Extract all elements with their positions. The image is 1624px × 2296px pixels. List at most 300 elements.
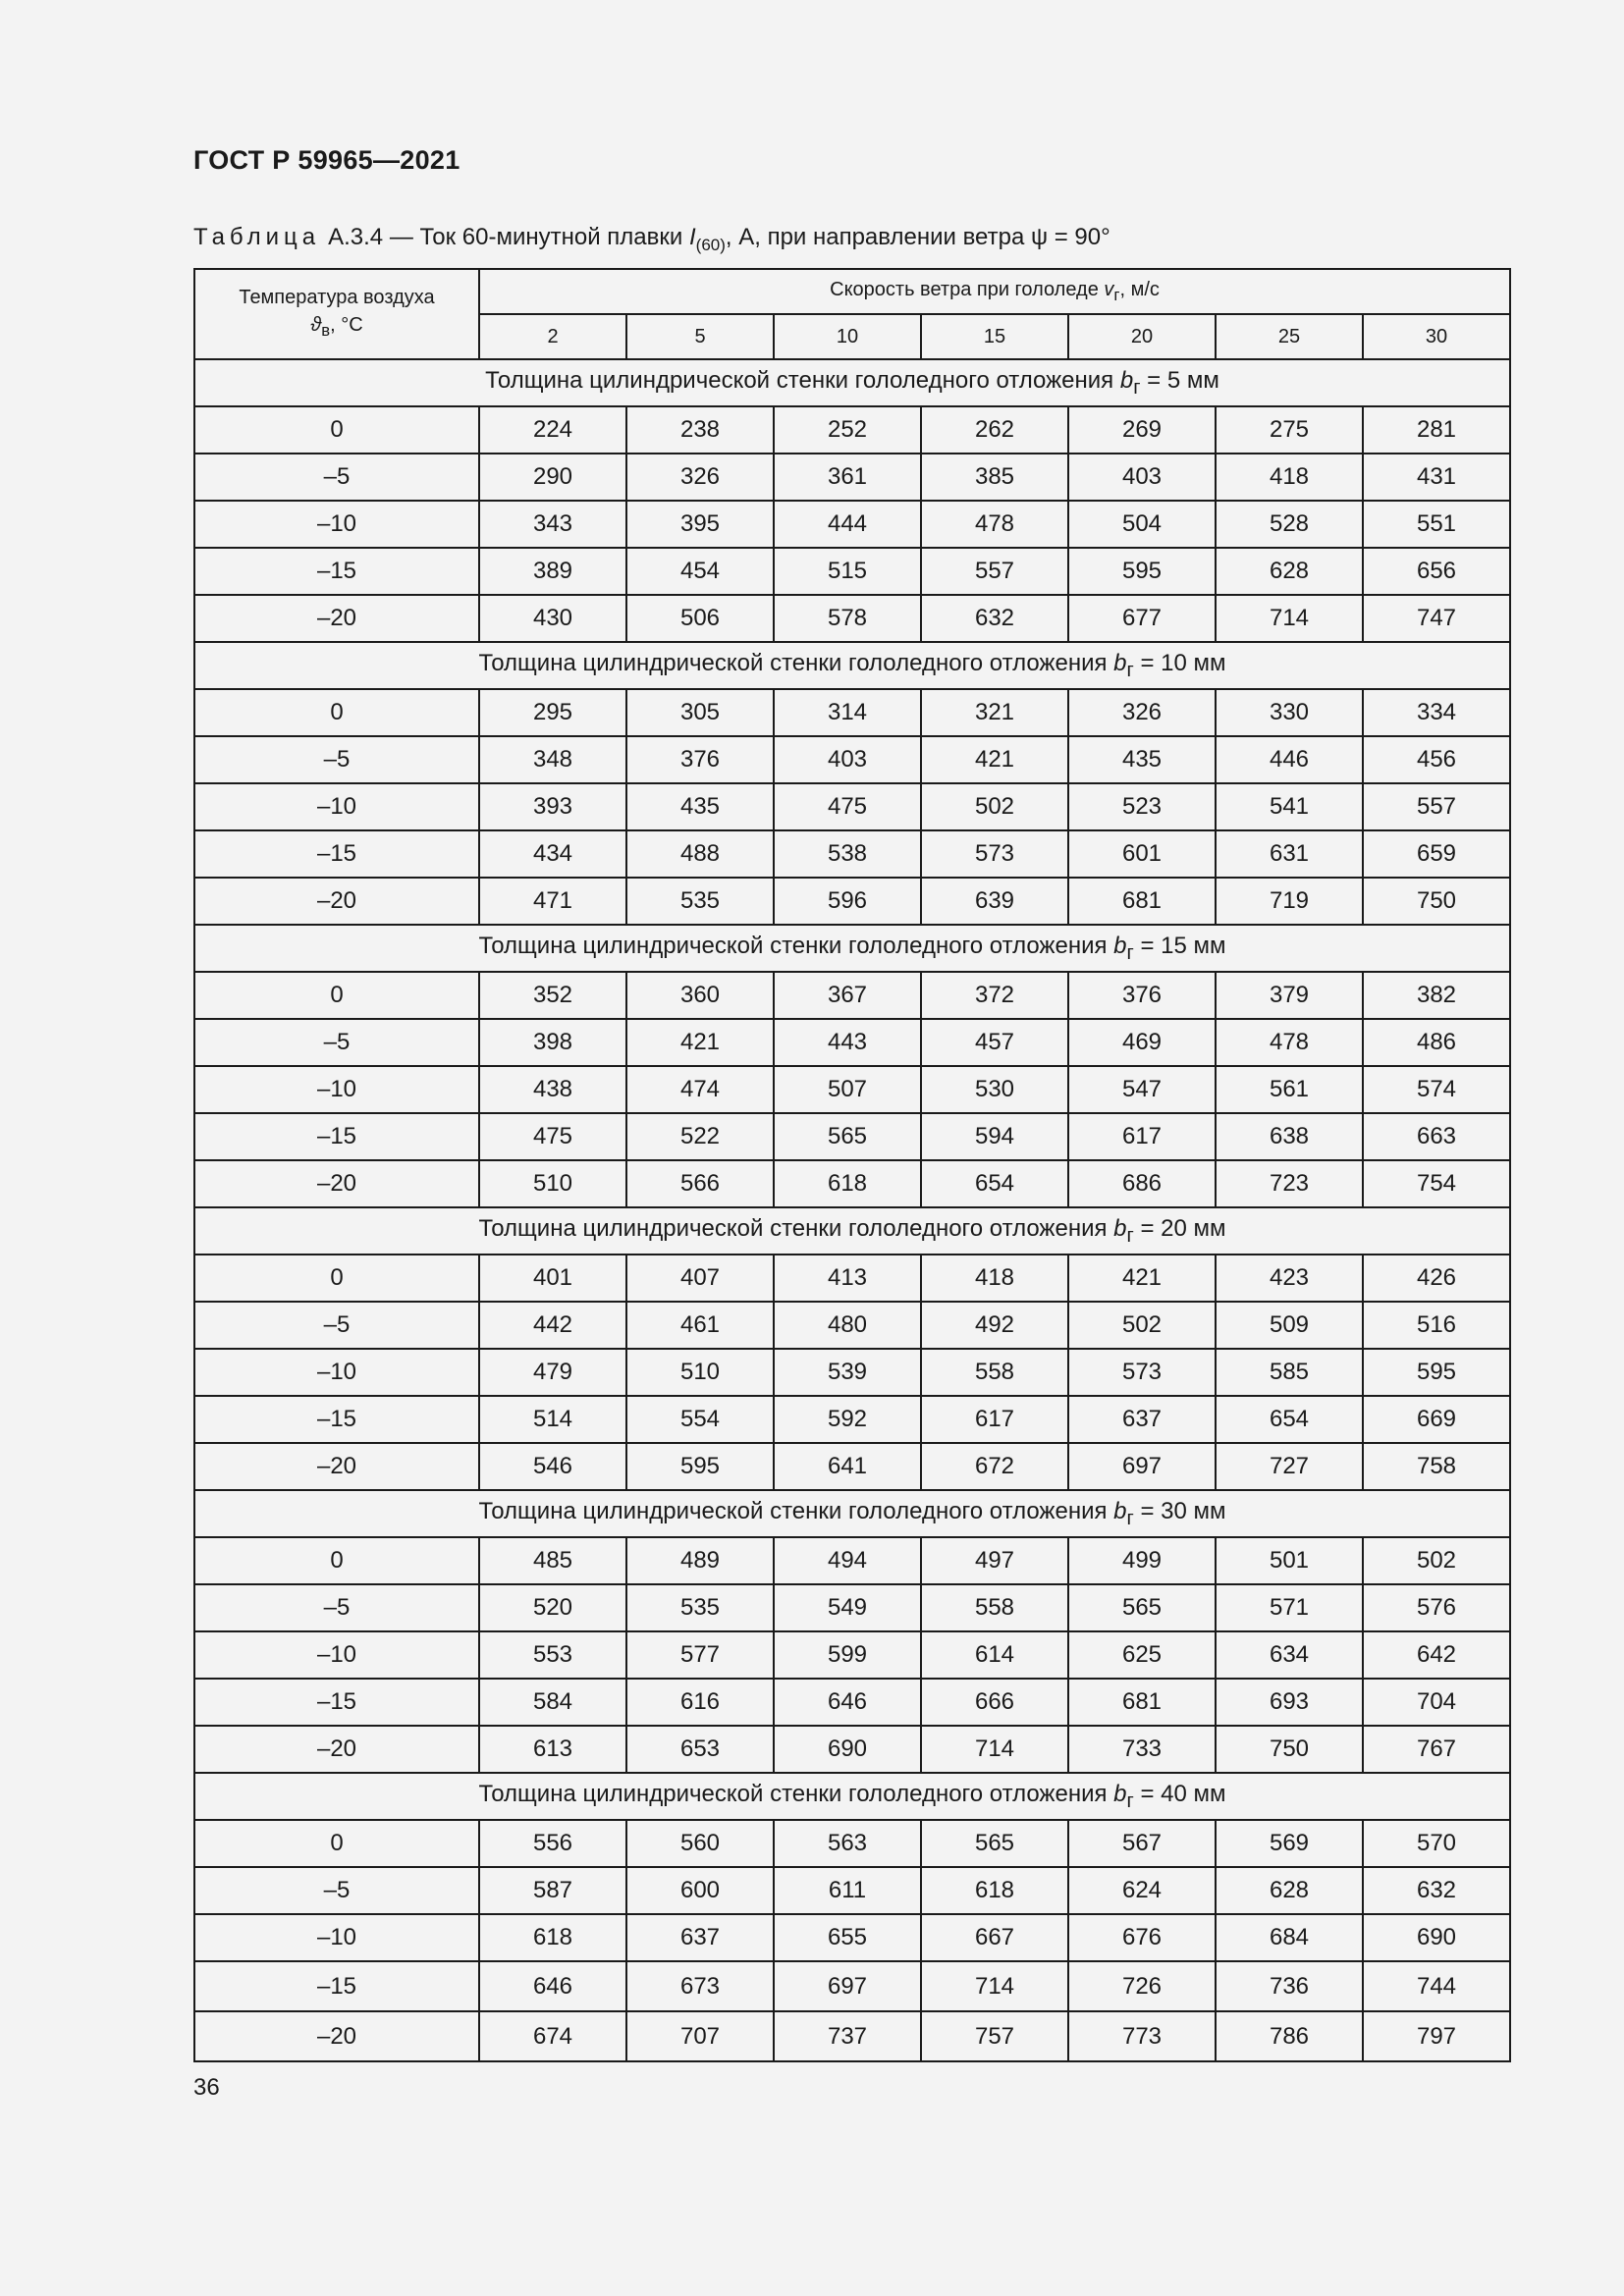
table-row — [194, 783, 1510, 830]
current-value-cell: 736 — [1216, 1961, 1363, 2011]
section-subscript: г — [1126, 659, 1134, 681]
current-value-cell: 334 — [1363, 689, 1510, 736]
current-value-cell: 461 — [626, 1302, 774, 1349]
current-value-cell: 510 — [626, 1349, 774, 1396]
section-title-text: Толщина цилиндрической стенки гололедного отложения — [478, 932, 1114, 959]
current-value-cell: 501 — [1216, 1537, 1363, 1584]
table-row — [194, 830, 1510, 878]
current-value-cell: 669 — [1363, 1396, 1510, 1443]
current-value-cell: 618 — [921, 1867, 1068, 1914]
current-value-cell: 576 — [1363, 1584, 1510, 1631]
current-value-cell: 403 — [1068, 454, 1216, 501]
current-value-cell: 435 — [1068, 736, 1216, 783]
table-row — [194, 595, 1510, 642]
current-value-cell: 395 — [626, 501, 774, 548]
current-value-cell: 747 — [1363, 595, 1510, 642]
current-value-cell: 398 — [479, 1019, 626, 1066]
current-value-cell: 504 — [1068, 501, 1216, 548]
caption-text-end: , А, при направлении ветра ψ = 90° — [725, 224, 1110, 250]
document-title: ГОСТ Р 59965—2021 — [193, 145, 460, 175]
section-subscript: г — [1133, 376, 1141, 399]
current-value-cell: 553 — [479, 1631, 626, 1679]
temperature-cell: –20 — [194, 878, 479, 925]
temperature-cell: –10 — [194, 1914, 479, 1961]
current-value-cell: 714 — [1216, 595, 1363, 642]
section-row — [194, 1490, 1510, 1537]
current-value-cell: 478 — [1216, 1019, 1363, 1066]
current-value-cell: 714 — [921, 1726, 1068, 1773]
table-row — [194, 406, 1510, 454]
current-value-cell: 499 — [1068, 1537, 1216, 1584]
section-symbol: b — [1113, 1214, 1127, 1242]
current-value-cell: 488 — [626, 830, 774, 878]
temperature-cell: 0 — [194, 972, 479, 1019]
temperature-cell: –20 — [194, 1443, 479, 1490]
current-value-cell: 444 — [774, 501, 921, 548]
temperature-cell: –20 — [194, 595, 479, 642]
current-value-cell: 637 — [626, 1914, 774, 1961]
current-value-cell: 393 — [479, 783, 626, 830]
current-value-cell: 655 — [774, 1914, 921, 1961]
section-title — [194, 1773, 1510, 1820]
current-value-cell: 434 — [479, 830, 626, 878]
section-title — [194, 359, 1510, 406]
current-value-cell: 497 — [921, 1537, 1068, 1584]
current-value-cell: 707 — [626, 2011, 774, 2061]
current-value-cell: 767 — [1363, 1726, 1510, 1773]
current-value-cell: 632 — [1363, 1867, 1510, 1914]
current-value-cell: 431 — [1363, 454, 1510, 501]
current-value-cell: 719 — [1216, 878, 1363, 925]
table-row — [194, 878, 1510, 925]
wind-speed-column-header: 5 — [626, 314, 774, 359]
current-value-cell: 361 — [774, 454, 921, 501]
temperature-cell: 0 — [194, 1820, 479, 1867]
current-value-cell: 401 — [479, 1255, 626, 1302]
current-value-cell: 295 — [479, 689, 626, 736]
current-value-cell: 535 — [626, 878, 774, 925]
current-value-cell: 348 — [479, 736, 626, 783]
current-value-cell: 690 — [1363, 1914, 1510, 1961]
section-symbol: b — [1113, 649, 1127, 676]
table-row — [194, 972, 1510, 1019]
current-value-cell: 269 — [1068, 406, 1216, 454]
current-value-cell: 330 — [1216, 689, 1363, 736]
current-value-cell: 637 — [1068, 1396, 1216, 1443]
current-value-cell: 667 — [921, 1914, 1068, 1961]
current-value-cell: 360 — [626, 972, 774, 1019]
current-table — [193, 268, 1511, 2062]
current-value-cell: 421 — [626, 1019, 774, 1066]
current-value-cell: 628 — [1216, 1867, 1363, 1914]
temperature-cell: 0 — [194, 689, 479, 736]
current-value-cell: 421 — [1068, 1255, 1216, 1302]
current-value-cell: 697 — [1068, 1443, 1216, 1490]
current-value-cell: 611 — [774, 1867, 921, 1914]
current-value-cell: 478 — [921, 501, 1068, 548]
current-value-cell: 641 — [774, 1443, 921, 1490]
current-value-cell: 523 — [1068, 783, 1216, 830]
current-value-cell: 596 — [774, 878, 921, 925]
current-value-cell: 595 — [1068, 548, 1216, 595]
current-value-cell: 418 — [1216, 454, 1363, 501]
temperature-cell: –15 — [194, 1679, 479, 1726]
current-value-cell: 509 — [1216, 1302, 1363, 1349]
current-value-cell: 632 — [921, 595, 1068, 642]
current-value-cell: 786 — [1216, 2011, 1363, 2061]
current-value-cell: 551 — [1363, 501, 1510, 548]
current-value-cell: 595 — [626, 1443, 774, 1490]
current-value-cell: 565 — [921, 1820, 1068, 1867]
current-value-cell: 684 — [1216, 1914, 1363, 1961]
current-value-cell: 547 — [1068, 1066, 1216, 1113]
current-value-cell: 693 — [1216, 1679, 1363, 1726]
current-value-cell: 587 — [479, 1867, 626, 1914]
current-value-cell: 554 — [626, 1396, 774, 1443]
section-thickness: = 5 мм — [1140, 366, 1219, 394]
current-value-cell: 535 — [626, 1584, 774, 1631]
current-value-cell: 634 — [1216, 1631, 1363, 1679]
current-value-cell: 656 — [1363, 548, 1510, 595]
wind-speed-symbol: v — [1104, 278, 1114, 300]
current-value-cell: 252 — [774, 406, 921, 454]
current-value-cell: 502 — [1068, 1302, 1216, 1349]
current-value-cell: 314 — [774, 689, 921, 736]
current-value-cell: 238 — [626, 406, 774, 454]
wind-speed-column-header: 20 — [1068, 314, 1216, 359]
current-value-cell: 674 — [479, 2011, 626, 2061]
current-value-cell: 726 — [1068, 1961, 1216, 2011]
table-row — [194, 1537, 1510, 1584]
current-value-cell: 563 — [774, 1820, 921, 1867]
current-value-cell: 522 — [626, 1113, 774, 1160]
section-subscript: г — [1126, 941, 1134, 964]
table-row — [194, 1820, 1510, 1867]
table-row — [194, 1302, 1510, 1349]
current-value-cell: 423 — [1216, 1255, 1363, 1302]
current-value-cell: 681 — [1068, 878, 1216, 925]
current-value-cell: 539 — [774, 1349, 921, 1396]
current-value-cell: 549 — [774, 1584, 921, 1631]
current-value-cell: 389 — [479, 548, 626, 595]
temperature-cell: –15 — [194, 1396, 479, 1443]
current-value-cell: 600 — [626, 1867, 774, 1914]
current-value-cell: 326 — [1068, 689, 1216, 736]
table-row — [194, 1631, 1510, 1679]
current-value-cell: 614 — [921, 1631, 1068, 1679]
table-row — [194, 1396, 1510, 1443]
table-row — [194, 736, 1510, 783]
temperature-cell: –10 — [194, 1066, 479, 1113]
current-value-cell: 446 — [1216, 736, 1363, 783]
current-value-cell: 601 — [1068, 830, 1216, 878]
table-row — [194, 2011, 1510, 2061]
wind-speed-subscript: г — [1113, 285, 1120, 304]
wind-speed-column-header: 2 — [479, 314, 626, 359]
current-value-cell: 754 — [1363, 1160, 1510, 1207]
current-value-cell: 480 — [774, 1302, 921, 1349]
current-value-cell: 376 — [626, 736, 774, 783]
caption-symbol: I — [688, 224, 696, 250]
current-value-cell: 758 — [1363, 1443, 1510, 1490]
current-value-cell: 438 — [479, 1066, 626, 1113]
current-value-cell: 558 — [921, 1584, 1068, 1631]
current-value-cell: 617 — [921, 1396, 1068, 1443]
temperature-cell: –20 — [194, 2011, 479, 2061]
table-row — [194, 501, 1510, 548]
temperature-cell: –15 — [194, 1961, 479, 2011]
current-value-cell: 502 — [921, 783, 1068, 830]
section-thickness: = 30 мм — [1133, 1497, 1226, 1524]
current-value-cell: 663 — [1363, 1113, 1510, 1160]
current-value-cell: 646 — [774, 1679, 921, 1726]
current-value-cell: 469 — [1068, 1019, 1216, 1066]
table-row — [194, 1349, 1510, 1396]
current-value-cell: 546 — [479, 1443, 626, 1490]
current-value-cell: 262 — [921, 406, 1068, 454]
current-value-cell: 666 — [921, 1679, 1068, 1726]
current-value-cell: 617 — [1068, 1113, 1216, 1160]
current-value-cell: 631 — [1216, 830, 1363, 878]
current-value-cell: 574 — [1363, 1066, 1510, 1113]
current-value-cell: 275 — [1216, 406, 1363, 454]
current-value-cell: 305 — [626, 689, 774, 736]
wind-speed-unit: , м/с — [1119, 278, 1160, 300]
current-value-cell: 737 — [774, 2011, 921, 2061]
section-row — [194, 642, 1510, 689]
temperature-cell: –10 — [194, 1631, 479, 1679]
current-value-cell: 727 — [1216, 1443, 1363, 1490]
current-value-cell: 704 — [1363, 1679, 1510, 1726]
current-value-cell: 343 — [479, 501, 626, 548]
temperature-cell: 0 — [194, 1537, 479, 1584]
wind-speed-column-header: 25 — [1216, 314, 1363, 359]
current-value-cell: 443 — [774, 1019, 921, 1066]
current-value-cell: 506 — [626, 595, 774, 642]
current-value-cell: 744 — [1363, 1961, 1510, 2011]
current-value-cell: 565 — [1068, 1584, 1216, 1631]
section-row — [194, 1773, 1510, 1820]
current-value-cell: 569 — [1216, 1820, 1363, 1867]
wind-speed-column-header: 10 — [774, 314, 921, 359]
current-value-cell: 628 — [1216, 548, 1363, 595]
temperature-cell: –20 — [194, 1160, 479, 1207]
current-value-cell: 326 — [626, 454, 774, 501]
current-value-cell: 618 — [774, 1160, 921, 1207]
current-value-cell: 613 — [479, 1726, 626, 1773]
current-value-cell: 595 — [1363, 1349, 1510, 1396]
current-value-cell: 573 — [1068, 1349, 1216, 1396]
section-subscript: г — [1126, 1789, 1134, 1812]
table-row — [194, 1584, 1510, 1631]
current-value-cell: 566 — [626, 1160, 774, 1207]
current-value-cell: 757 — [921, 2011, 1068, 2061]
wind-speed-column-header: 15 — [921, 314, 1068, 359]
current-value-cell: 690 — [774, 1726, 921, 1773]
table-row — [194, 1019, 1510, 1066]
current-value-cell: 653 — [626, 1726, 774, 1773]
current-value-cell: 430 — [479, 595, 626, 642]
current-value-cell: 541 — [1216, 783, 1363, 830]
current-value-cell: 556 — [479, 1820, 626, 1867]
current-value-cell: 592 — [774, 1396, 921, 1443]
current-value-cell: 456 — [1363, 736, 1510, 783]
table-caption — [193, 224, 1110, 255]
table-row — [194, 1066, 1510, 1113]
current-value-cell: 570 — [1363, 1820, 1510, 1867]
section-title-text: Толщина цилиндрической стенки гололедного отложения — [478, 1214, 1114, 1242]
current-value-cell: 560 — [626, 1820, 774, 1867]
section-title-text: Толщина цилиндрической стенки гололедного отложения — [478, 1497, 1114, 1524]
current-value-cell: 565 — [774, 1113, 921, 1160]
current-value-cell: 385 — [921, 454, 1068, 501]
current-value-cell: 520 — [479, 1584, 626, 1631]
current-value-cell: 528 — [1216, 501, 1363, 548]
temperature-cell: –10 — [194, 783, 479, 830]
temperature-cell: –5 — [194, 1302, 479, 1349]
current-value-cell: 654 — [921, 1160, 1068, 1207]
current-value-cell: 471 — [479, 878, 626, 925]
current-value-cell: 507 — [774, 1066, 921, 1113]
current-value-cell: 403 — [774, 736, 921, 783]
temperature-cell: –15 — [194, 1113, 479, 1160]
current-value-cell: 281 — [1363, 406, 1510, 454]
current-value-cell: 486 — [1363, 1019, 1510, 1066]
current-value-cell: 573 — [921, 830, 1068, 878]
section-row — [194, 925, 1510, 972]
current-value-cell: 672 — [921, 1443, 1068, 1490]
caption-label: Таблица — [193, 224, 321, 250]
current-value-cell: 426 — [1363, 1255, 1510, 1302]
temperature-header — [194, 269, 479, 359]
current-value-cell: 494 — [774, 1537, 921, 1584]
current-value-cell: 290 — [479, 454, 626, 501]
current-value-cell: 530 — [921, 1066, 1068, 1113]
section-title — [194, 925, 1510, 972]
current-value-cell: 561 — [1216, 1066, 1363, 1113]
caption-text: А.3.4 — Ток 60-минутной плавки — [328, 224, 689, 250]
section-row — [194, 359, 1510, 406]
current-value-cell: 418 — [921, 1255, 1068, 1302]
temperature-unit: , °С — [330, 314, 363, 336]
temperature-cell: 0 — [194, 406, 479, 454]
current-value-cell: 382 — [1363, 972, 1510, 1019]
table-row — [194, 1679, 1510, 1726]
current-value-cell: 421 — [921, 736, 1068, 783]
table-row — [194, 1255, 1510, 1302]
current-value-cell: 673 — [626, 1961, 774, 2011]
table-row — [194, 1113, 1510, 1160]
temperature-cell: 0 — [194, 1255, 479, 1302]
current-value-cell: 407 — [626, 1255, 774, 1302]
current-value-cell: 567 — [1068, 1820, 1216, 1867]
current-value-cell: 750 — [1363, 878, 1510, 925]
current-value-cell: 697 — [774, 1961, 921, 2011]
temperature-cell: –15 — [194, 830, 479, 878]
current-value-cell: 646 — [479, 1961, 626, 2011]
current-value-cell: 367 — [774, 972, 921, 1019]
current-value-cell: 442 — [479, 1302, 626, 1349]
section-thickness: = 15 мм — [1133, 932, 1226, 959]
temperature-header-label: Температура воздуха — [239, 287, 435, 308]
page-number: 36 — [193, 2074, 220, 2101]
temperature-symbol: ϑ — [310, 314, 322, 336]
current-value-cell: 686 — [1068, 1160, 1216, 1207]
wind-speed-header — [479, 269, 1510, 314]
section-subscript: г — [1126, 1224, 1134, 1247]
table-row — [194, 548, 1510, 595]
current-value-cell: 557 — [921, 548, 1068, 595]
current-value-cell: 773 — [1068, 2011, 1216, 2061]
temperature-cell: –5 — [194, 1019, 479, 1066]
current-value-cell: 659 — [1363, 830, 1510, 878]
table-row — [194, 1726, 1510, 1773]
current-value-cell: 594 — [921, 1113, 1068, 1160]
current-value-cell: 618 — [479, 1914, 626, 1961]
temperature-cell: –5 — [194, 736, 479, 783]
current-value-cell: 599 — [774, 1631, 921, 1679]
section-subscript: г — [1126, 1507, 1134, 1529]
current-value-cell: 654 — [1216, 1396, 1363, 1443]
current-value-cell: 492 — [921, 1302, 1068, 1349]
current-value-cell: 677 — [1068, 595, 1216, 642]
current-value-cell: 558 — [921, 1349, 1068, 1396]
current-value-cell: 510 — [479, 1160, 626, 1207]
current-value-cell: 676 — [1068, 1914, 1216, 1961]
section-title-text: Толщина цилиндрической стенки гололедного отложения — [478, 649, 1114, 676]
temperature-subscript: в — [321, 321, 331, 340]
current-value-cell: 474 — [626, 1066, 774, 1113]
temperature-cell: –5 — [194, 1584, 479, 1631]
current-value-cell: 372 — [921, 972, 1068, 1019]
current-value-cell: 585 — [1216, 1349, 1363, 1396]
section-symbol: b — [1119, 366, 1134, 394]
current-value-cell: 571 — [1216, 1584, 1363, 1631]
current-value-cell: 642 — [1363, 1631, 1510, 1679]
section-title-text: Толщина цилиндрической стенки гололедного отложения — [485, 366, 1120, 394]
current-value-cell: 485 — [479, 1537, 626, 1584]
current-value-cell: 578 — [774, 595, 921, 642]
section-thickness: = 20 мм — [1133, 1214, 1226, 1242]
current-value-cell: 352 — [479, 972, 626, 1019]
current-value-cell: 502 — [1363, 1537, 1510, 1584]
wind-speed-column-header: 30 — [1363, 314, 1510, 359]
temperature-cell: –10 — [194, 501, 479, 548]
section-symbol: b — [1113, 1497, 1127, 1524]
current-value-cell: 475 — [479, 1113, 626, 1160]
section-thickness: = 40 мм — [1133, 1780, 1226, 1807]
current-value-cell: 557 — [1363, 783, 1510, 830]
current-value-cell: 454 — [626, 548, 774, 595]
table-row — [194, 1914, 1510, 1961]
section-title-text: Толщина цилиндрической стенки гололедного отложения — [478, 1780, 1114, 1807]
current-value-cell: 457 — [921, 1019, 1068, 1066]
temperature-cell: –10 — [194, 1349, 479, 1396]
current-value-cell: 723 — [1216, 1160, 1363, 1207]
section-row — [194, 1207, 1510, 1255]
current-value-cell: 733 — [1068, 1726, 1216, 1773]
section-title — [194, 1207, 1510, 1255]
current-value-cell: 616 — [626, 1679, 774, 1726]
current-value-cell: 515 — [774, 548, 921, 595]
caption-subscript: (60) — [695, 235, 726, 254]
current-value-cell: 514 — [479, 1396, 626, 1443]
table-row — [194, 454, 1510, 501]
section-title — [194, 1490, 1510, 1537]
temperature-cell: –15 — [194, 548, 479, 595]
temperature-cell: –5 — [194, 454, 479, 501]
current-value-cell: 584 — [479, 1679, 626, 1726]
